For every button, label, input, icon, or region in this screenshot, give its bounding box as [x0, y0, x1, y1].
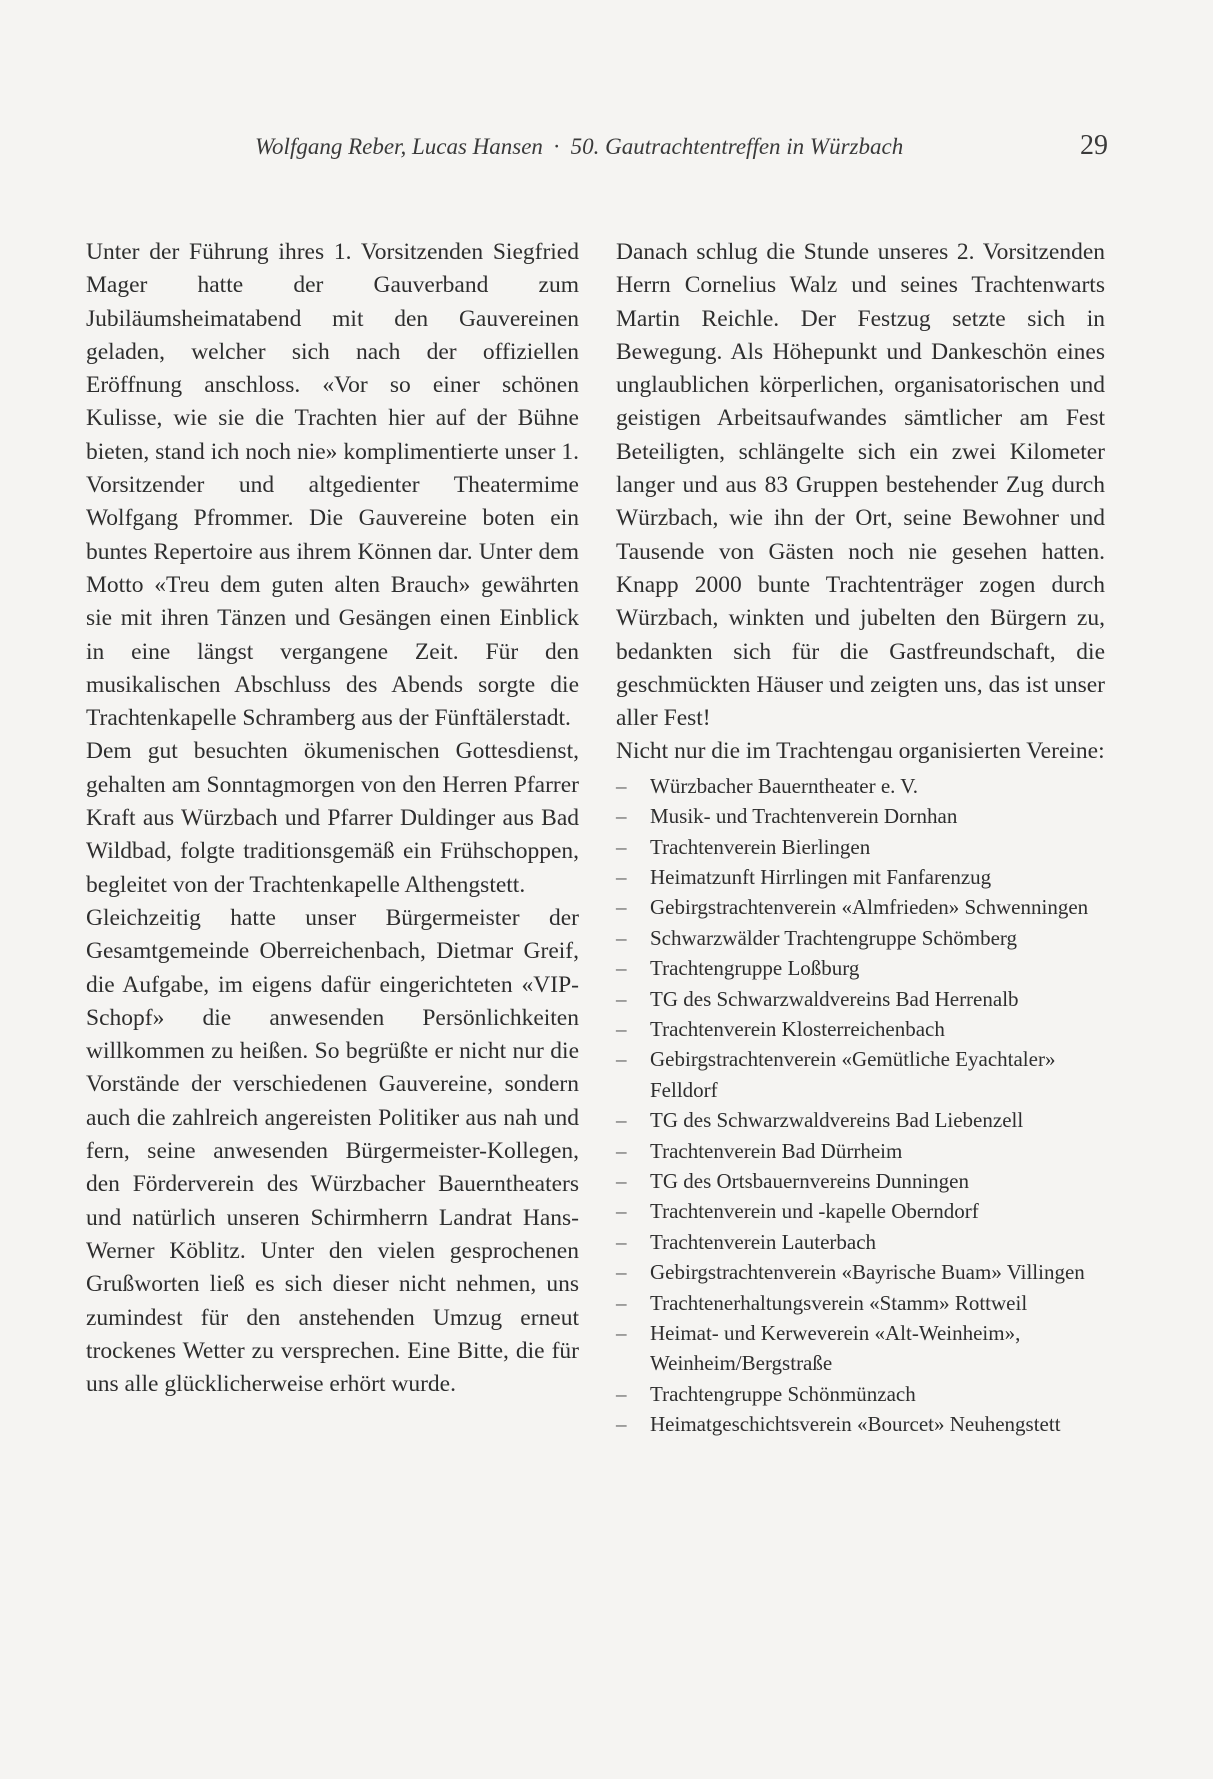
list-item: – Heimat- und Kerweverein «Alt-Weinheim», Weinheim/Bergstraße — [616, 1321, 1021, 1376]
paragraph-vereine-intro: Nicht nur die im Trachtengau organisierten Vereine: — [616, 738, 1105, 765]
list-item: – Trachtenverein Bad Dürrheim — [616, 1138, 903, 1163]
paragraph-festzug: Danach schlug die Stunde unseres 2. Vorsitzenden Herrn Cornelius Walz und seines Trachtenwarts Martin Reichle. Der Festzug setzte sich in Bewegung. Als Höhepunkt und Dankeschön eines unglaublichen körperlichen, organisatorischen und geistigen Arbeitsaufwandes sämtlicher am Fest Beteiligten, schlängelte sich ein zwei Kilometer langer und aus 83 Gruppen bestehender Zug durch Würzbach, wie ihn der Ort, seine Bewohner und Tausende von Gästen noch nie gesehen hatten. Knapp 2000 bunte Trachtenträger zogen durch Würzbach, winkten und jubelten den Bürgern zu, bedankten sich für die Gastfreundschaft, die geschmückten Häuser und zeigten uns, das ist unser aller Fest! — [616, 239, 1105, 732]
paragraph-buergermeister: Gleichzeitig hatte unser Bürgermeister der Gesamtgemeinde Oberreichenbach, Dietmar Greif, die Aufgabe, im eigens dafür eingerichteten «VIP-Schopf» die anwesenden Persönlichkeiten willkommen zu heißen. So begrüßte er nicht nur die Vorstände der verschiedenen Gauvereine, sondern auch die zahlreich angereisten Politiker aus nah und fern, seine anwesenden Bürgermeister-Kollegen, den Förderverein des Würzbacher Bauerntheaters und natürlich unseren Schirmherrn Landrat Hans-Werner Köblitz. Unter den vielen gesprochenen Grußworten ließ es sich dieser nicht nehmen, uns zumindest für den anstehenden Umzug erneut trockenes Wetter zu versprechen. Eine Bitte, die für uns alle glücklicherweise erhört wurde. — [86, 904, 579, 1398]
list-item: – Gebirgstrachtenverein «Almfrieden» Schwenningen — [616, 895, 1089, 920]
header-authors: Wolfgang Reber, Lucas Hansen — [255, 134, 543, 159]
list-item: – Heimatgeschichtsverein «Bourcet» Neuhengstett — [616, 1412, 1061, 1437]
header-separator: · — [552, 134, 561, 159]
list-item: – Trachtenverein Bierlingen — [616, 834, 871, 859]
list-item: – Trachtengruppe Schönmünzach — [616, 1381, 916, 1406]
left-column — [86, 236, 579, 1401]
vereine-list — [616, 771, 1105, 1440]
list-item: – Gebirgstrachtenverein «Gemütliche Eyachtaler» Felldorf — [616, 1047, 1056, 1102]
list-item: – Trachtenverein Lauterbach — [616, 1229, 877, 1254]
list-item: – Schwarzwälder Trachtengruppe Schömberg — [616, 925, 1018, 950]
list-item: – Würzbacher Bauerntheater e. V. — [616, 773, 919, 798]
list-item: – TG des Ortsbauernvereins Dunningen — [616, 1169, 969, 1194]
running-header — [255, 130, 1108, 170]
list-item: – Trachtenverein und -kapelle Oberndorf — [616, 1199, 979, 1224]
paragraph-heimatabend: Unter der Führung ihres 1. Vorsitzenden Siegfried Mager hatte der Gauverband zum Jubiläumsheimatabend mit den Gauvereinen geladen, welcher sich nach der offiziellen Eröffnung anschloss. «Vor so einer schönen Kulisse, wie sie die Trachten hier auf der Bühne bieten, stand ich noch nie» komplimentierte unser 1. Vorsitzender und altgedienter Theatermime Wolfgang Pfrommer. Die Gauvereine boten ein buntes Repertoire aus ihrem Können dar. Unter dem Motto «Treu dem guten alten Brauch» gewährten sie mit ihren Tänzen und Gesängen einen Einblick in eine längst vergangene Zeit. Für den musikalischen Abschluss des Abends sorgte die Trachtenkapelle Schramberg aus der Fünftälerstadt. — [86, 239, 579, 732]
header-title: 50. Gautrachtentreffen in Würzbach — [570, 134, 904, 159]
list-item: – Trachtengruppe Loßburg — [616, 956, 860, 981]
list-item: – Trachtenerhaltungsverein «Stamm» Rottweil — [616, 1290, 1028, 1315]
list-item: – Musik- und Trachtenverein Dornhan — [616, 804, 958, 829]
list-item: – Trachtenverein Klosterreichenbach — [616, 1017, 945, 1041]
list-item: – Gebirgstrachtenverein «Bayrische Buam» Villingen — [616, 1260, 1085, 1285]
paragraph-gottesdienst: Dem gut besuchten ökumenischen Gottesdienst, gehalten am Sonntagmorgen von den Herren Pfarrer Kraft aus Würzbach und Pfarrer Duldinger aus Bad Wildbad, folgte traditionsgemäß ein Frühschoppen, begleitet von der Trachtenkapelle Althengstett. — [86, 738, 579, 898]
list-item: – TG des Schwarzwaldvereins Bad Liebenzell — [616, 1108, 1024, 1133]
right-column — [616, 236, 1105, 1440]
page-number: 29 — [1080, 130, 1108, 161]
list-item: – Heimatzunft Hirrlingen mit Fanfarenzug — [616, 864, 992, 889]
list-item: – TG des Schwarzwaldvereins Bad Herrenalb — [616, 986, 1019, 1011]
